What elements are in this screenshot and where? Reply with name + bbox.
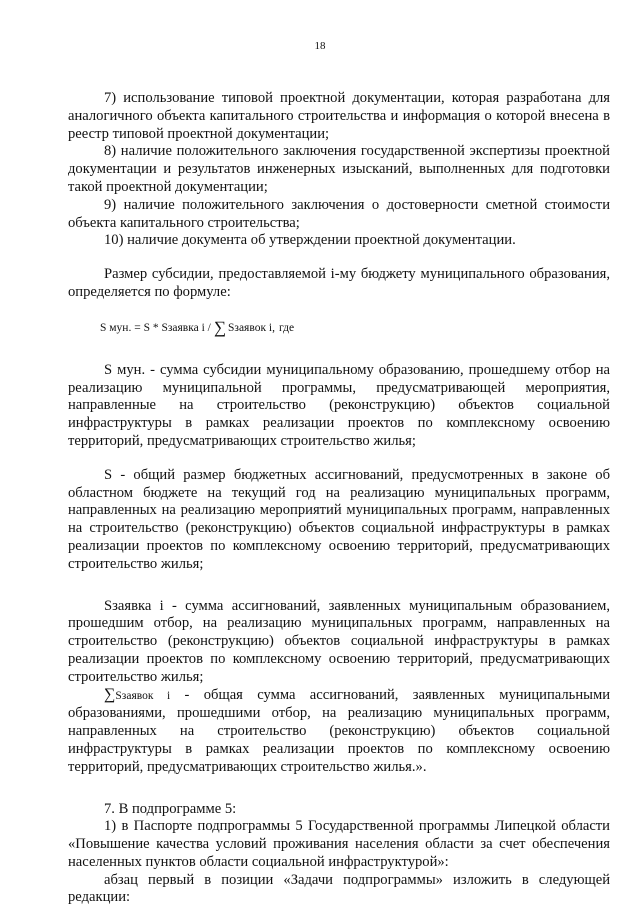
definition-s-zayavka: Sзаявка i - сумма ассигнований, заявленных муниципальным образованием, прошедшим отбор, на реализацию муниципальных программ, направленных на строительство (реконструкцию) объектов социальной инфраструктуры в рамках реализации проектов по комплексному освоению территорий, предусматривающих строительство жилья; — [68, 597, 610, 685]
definition-s-mun: S мун. - сумма субсидии муниципальному образованию, прошедшему отбор на реализацию муниципальной программы, предусматривающей мероприятия, направленные на строительство (реконструкцию) объектов социальной инфраструктуры в рамках реализации проектов по комплексному освоению территорий, предусматривающих строительство жилья; — [68, 361, 610, 449]
subprogram-heading: 7. В подпрограмме 5: — [104, 800, 237, 817]
sum-term: Sзаявок i — [115, 689, 171, 702]
document-body — [68, 90, 610, 907]
definition-s-total: S - общий размер бюджетных ассигнований, предусмотренных в законе об областном бюджете на текущий год на реализацию муниципальных программ, направленных на реализацию мероприятий муниципальных программ, направленных на строительство (реконструкцию) объектов социальной инфраструктуры в рамках реализации проектов по комплексному освоению территорий, предусматривающих строительство жилья; — [68, 466, 610, 572]
sum-symbol-icon: ∑ — [213, 317, 227, 337]
condition-item-9: 9) наличие положительного заключения о достоверности сметной стоимости объекта капитального строительства; — [68, 196, 610, 231]
formula-rhs: Sзаявок i, — [228, 321, 275, 334]
passport-amendment: 1) в Паспорте подпрограммы 5 Государственной программы Липецкой области «Повышение качества условий проживания населения области за счет обеспечения населенных пунктов области социальной инфраструктурой»: — [68, 818, 610, 870]
sum-definition-text: - общая сумма ассигнований, заявленных муниципальными образованиями, прошедшими отбор, на реализацию муниципальных программ, направленных на строительство (реконструкцию) объектов социальной инфраструктуры в рамках реализации проектов по комплексному освоению территорий, предусматривающих строительство жилья.». — [68, 686, 611, 775]
paragraph-amendment: абзац первый в позиции «Задачи подпрограммы» изложить в следующей редакции: — [68, 871, 610, 906]
formula-intro: Размер субсидии, предоставляемой i-му бюджету муниципального образования, определяется по формуле: — [68, 266, 610, 300]
page-number: 18 — [314, 40, 326, 52]
formula-lhs: S мун. = S * Sзаявка i / — [100, 321, 211, 334]
spacer — [68, 250, 610, 266]
condition-item-10: 10) наличие документа об утверждении проектной документации. — [104, 232, 516, 249]
subsidy-formula — [68, 318, 610, 338]
spacer — [68, 451, 610, 467]
sum-symbol-icon: ∑ — [104, 685, 116, 703]
spacer — [68, 574, 610, 598]
formula-where: где — [278, 321, 295, 334]
spacer — [68, 302, 610, 318]
condition-item-8: 8) наличие положительного заключения государственной экспертизы проектной документации и результатов инженерных изысканий, выполненных для подготовки такой проектной документации; — [68, 143, 610, 195]
definition-sum-zayavok — [68, 687, 610, 777]
spacer — [68, 777, 610, 801]
condition-item-7: 7) использование типовой проектной документации, которая разработана для аналогичного объекта капитального строительства и информация о которой внесена в реестр типовой проектной документации; — [68, 90, 610, 142]
spacer — [68, 338, 610, 362]
